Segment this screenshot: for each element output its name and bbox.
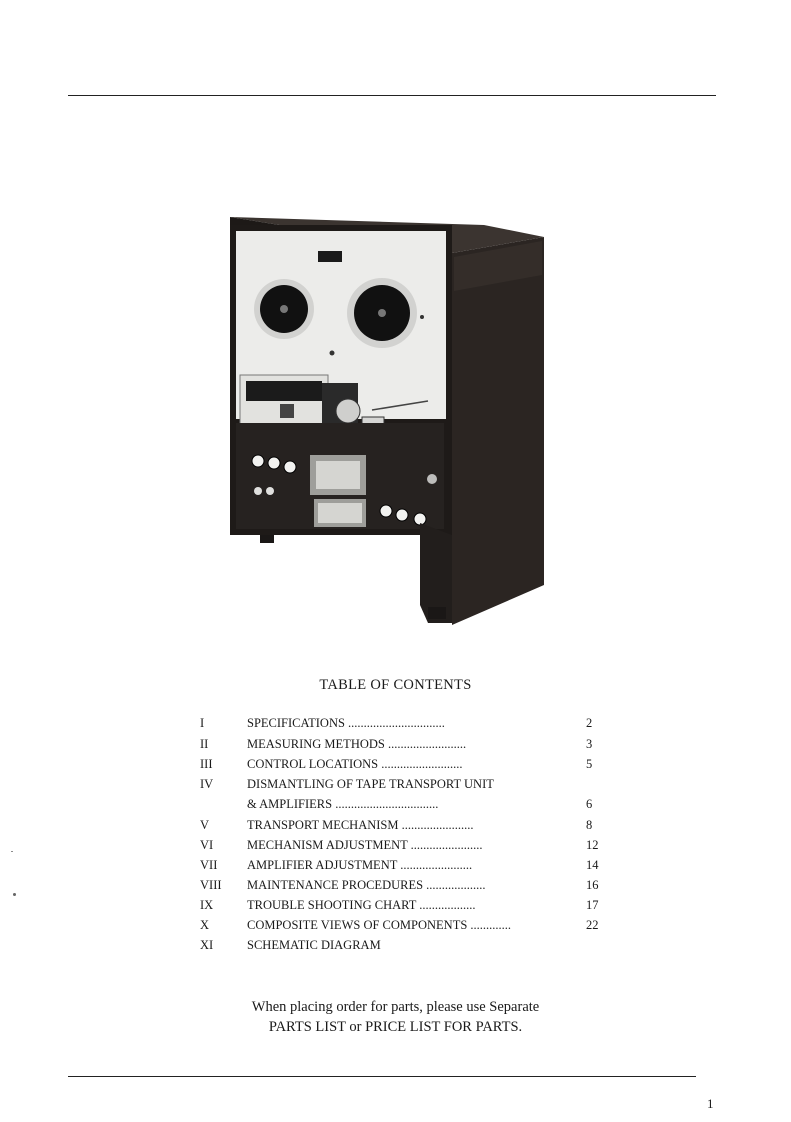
toc-entry-page: 16 — [586, 878, 599, 892]
toc-entry-title: DISMANTLING OF TAPE TRANSPORT UNIT — [247, 777, 494, 791]
toc-entry-number: III — [200, 757, 213, 771]
bottom-rule — [68, 1076, 696, 1077]
toc-entry-number: V — [200, 818, 210, 832]
page-number: 1 — [707, 1096, 714, 1111]
toc-entry-page: 17 — [586, 898, 599, 912]
toc-entry-title: MAINTENANCE PROCEDURES ................... — [247, 878, 486, 892]
toc-entry-page: 12 — [586, 838, 599, 852]
toc-title: TABLE OF CONTENTS — [319, 677, 472, 693]
scan-speck — [11, 851, 13, 852]
toc-entry-title: SCHEMATIC DIAGRAM — [247, 938, 381, 952]
scan-speck — [13, 893, 16, 896]
toc-entry-number: IV — [200, 777, 214, 791]
top-rule — [68, 95, 716, 96]
toc-entry-page: 22 — [586, 918, 599, 932]
toc-entry-page: 14 — [586, 858, 599, 872]
toc-entry-title: CONTROL LOCATIONS .......................... — [247, 757, 463, 771]
toc-entry — [0, 838, 791, 856]
toc-entry-number: IX — [200, 898, 214, 912]
toc-entry — [0, 716, 791, 734]
toc-entry-number: X — [200, 918, 210, 932]
toc-entry-number: VI — [200, 838, 214, 852]
toc-entry-title: SPECIFICATIONS ............................... — [247, 716, 445, 730]
toc-entry-title: COMPOSITE VIEWS OF COMPONENTS ............. — [247, 918, 512, 932]
toc-entry — [0, 757, 791, 775]
note-line-2: PARTS LIST or PRICE LIST FOR PARTS. — [268, 1019, 523, 1035]
toc-entry — [0, 797, 791, 815]
toc-entry-title: & AMPLIFIERS ................................. — [247, 797, 439, 811]
toc-entry-page: 6 — [586, 797, 593, 811]
toc-entry-page: 5 — [586, 757, 593, 771]
toc-entry — [0, 737, 791, 755]
toc-entry — [0, 818, 791, 836]
note-line-1: When placing order for parts, please use Separate — [251, 999, 540, 1015]
toc-entry-title: TRANSPORT MECHANISM ....................... — [247, 818, 474, 832]
toc-entry-number: XI — [200, 938, 214, 952]
toc-entry-page: 2 — [586, 716, 593, 730]
toc-entry-title: MEASURING METHODS ......................... — [247, 737, 467, 751]
toc-entry-title: AMPLIFIER ADJUSTMENT ....................... — [247, 858, 473, 872]
toc-entry-number: II — [200, 737, 209, 751]
toc-entry — [0, 938, 791, 956]
toc-entry — [0, 777, 791, 795]
toc-entry — [0, 878, 791, 896]
tape-recorder-photo — [222, 205, 552, 630]
toc-entry-page: 8 — [586, 818, 593, 832]
toc-entry-number: VII — [200, 858, 218, 872]
toc-entry-page: 3 — [586, 737, 593, 751]
toc-entry — [0, 918, 791, 936]
toc-entry — [0, 898, 791, 916]
toc-entry-number: I — [200, 716, 205, 730]
toc-entry-title: MECHANISM ADJUSTMENT ....................... — [247, 838, 483, 852]
parts-order-note — [0, 997, 791, 1037]
toc-entry — [0, 858, 791, 876]
toc-entry-number: VIII — [200, 878, 222, 892]
toc-entry-title: TROUBLE SHOOTING CHART .................. — [247, 898, 476, 912]
